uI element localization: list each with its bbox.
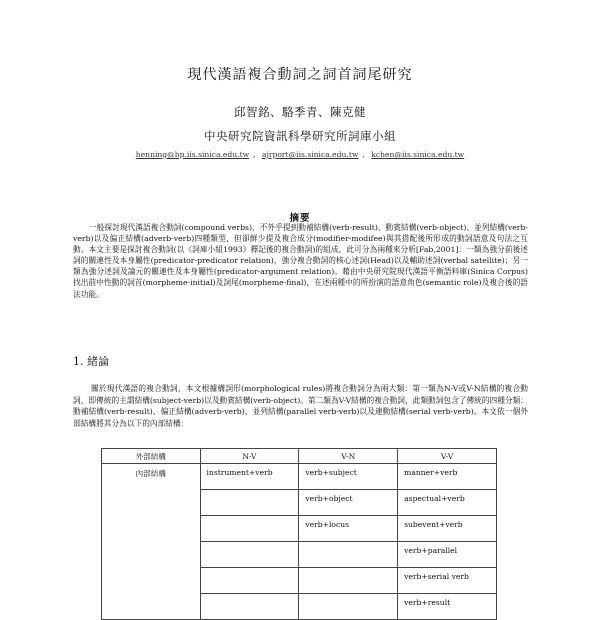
author-emails: henning@hp.iis.sinica.edu.tw , ajrport@iis.sinica.edu.tw , kchen@iis.sinica.edu.tw bbox=[135, 150, 465, 159]
table-cell: verb+object bbox=[299, 490, 398, 516]
email-link[interactable]: henning@hp.iis.sinica.edu.tw bbox=[135, 150, 250, 159]
table-cell: aspectual+verb bbox=[398, 490, 497, 516]
table-header-cell: N-V bbox=[200, 449, 299, 464]
table-cell: verb+subject bbox=[299, 464, 398, 490]
structure-table bbox=[101, 448, 497, 620]
table-cell: verb+parallel bbox=[398, 542, 497, 568]
paper-affiliation: 中央研究院資訊科學研究所詞庫小組 bbox=[204, 129, 396, 143]
table-cell: instrument+verb bbox=[200, 464, 299, 490]
table-cell bbox=[200, 594, 299, 620]
email-link[interactable]: ajrport@iis.sinica.edu.tw bbox=[261, 150, 359, 159]
table-header-cell: V-N bbox=[299, 449, 398, 464]
table-row-label: 內部結構 bbox=[102, 464, 201, 620]
paper-title: 現代漢語複合動詞之詞首詞尾研究 bbox=[187, 67, 413, 83]
table-cell bbox=[299, 568, 398, 594]
abstract-body bbox=[73, 222, 528, 300]
table-header-cell: 外部結構 bbox=[102, 449, 201, 464]
table-cell bbox=[299, 542, 398, 568]
table-cell bbox=[200, 516, 299, 542]
paper-authors: 邱智銘、駱季青、陳克健 bbox=[234, 105, 366, 119]
table-cell bbox=[200, 568, 299, 594]
section-heading: 1. 緒論 bbox=[73, 355, 109, 368]
email-link[interactable]: kchen@iis.sinica.edu.tw bbox=[371, 150, 465, 159]
table-header-row bbox=[102, 449, 497, 464]
table-cell: verb+serial verb bbox=[398, 568, 497, 594]
introduction-body bbox=[73, 383, 528, 429]
abstract-paragraph: 一般探討現代漢語複合動詞(compound verbs)，不外乎提到動補結構(verb-result)、動賓結構(verb-object)、並列結構(verb-verb)以及偏正結構(adverb-verb)四種類型，但卻鮮少提及複合成分(modifier-modifee)與其搭配後所形成的動詞語意及句法之互動。本文主要是探討複合動詞(以《詞庫小組1993》釋記後的複合動詞)的組成，此可分為兩種來分析[Fab,2001]：一類為強分前後述詞的關連性及本身屬性(predicator-predicator relation)，強分複合動詞的核心述詞(Head)以及輔助述詞(verbal satellite)；另一類為強分述詞及論元的關連性及本身屬性(predicator-argument relation)。藉由中央研究院現代漢語平衡語料庫(Sinica Corpus)找出前中性動的詞首(morpheme-initial)及詞尾(morpheme-final)，在述兩種中的所扮演的語意角色(semantic role)及複合後的語法功能。 bbox=[73, 223, 528, 299]
table-cell bbox=[200, 490, 299, 516]
table-cell bbox=[200, 542, 299, 568]
introduction-paragraph: 關於現代漢語的複合動詞，本文根據構詞形(morphological rules)將複合動詞分為兩大類：第一類為N-V或V-N結構的複合動詞，即傳統的主謂結構(subject-verb)以及動賓結構(verb-object)。第二類為V-V結構的複合動詞，此類動詞包含了傳統的四種分類：動補結構(verb-result)、偏正結構(adverb-verb)、並列結構(parallel verb-verb)以及連動結構(serial verb-verb)。本文依一個外部結構將其分為以下的內部結構： bbox=[73, 384, 528, 428]
table-cell: verb+result bbox=[398, 594, 497, 620]
table-cell: manner+verb bbox=[398, 464, 497, 490]
table-cell: verb+locus bbox=[299, 516, 398, 542]
table-cell bbox=[299, 594, 398, 620]
abstract-heading: 摘要 bbox=[289, 213, 311, 224]
table-header-cell: V-V bbox=[398, 449, 497, 464]
table-row bbox=[102, 464, 497, 490]
table-cell: subevent+verb bbox=[398, 516, 497, 542]
